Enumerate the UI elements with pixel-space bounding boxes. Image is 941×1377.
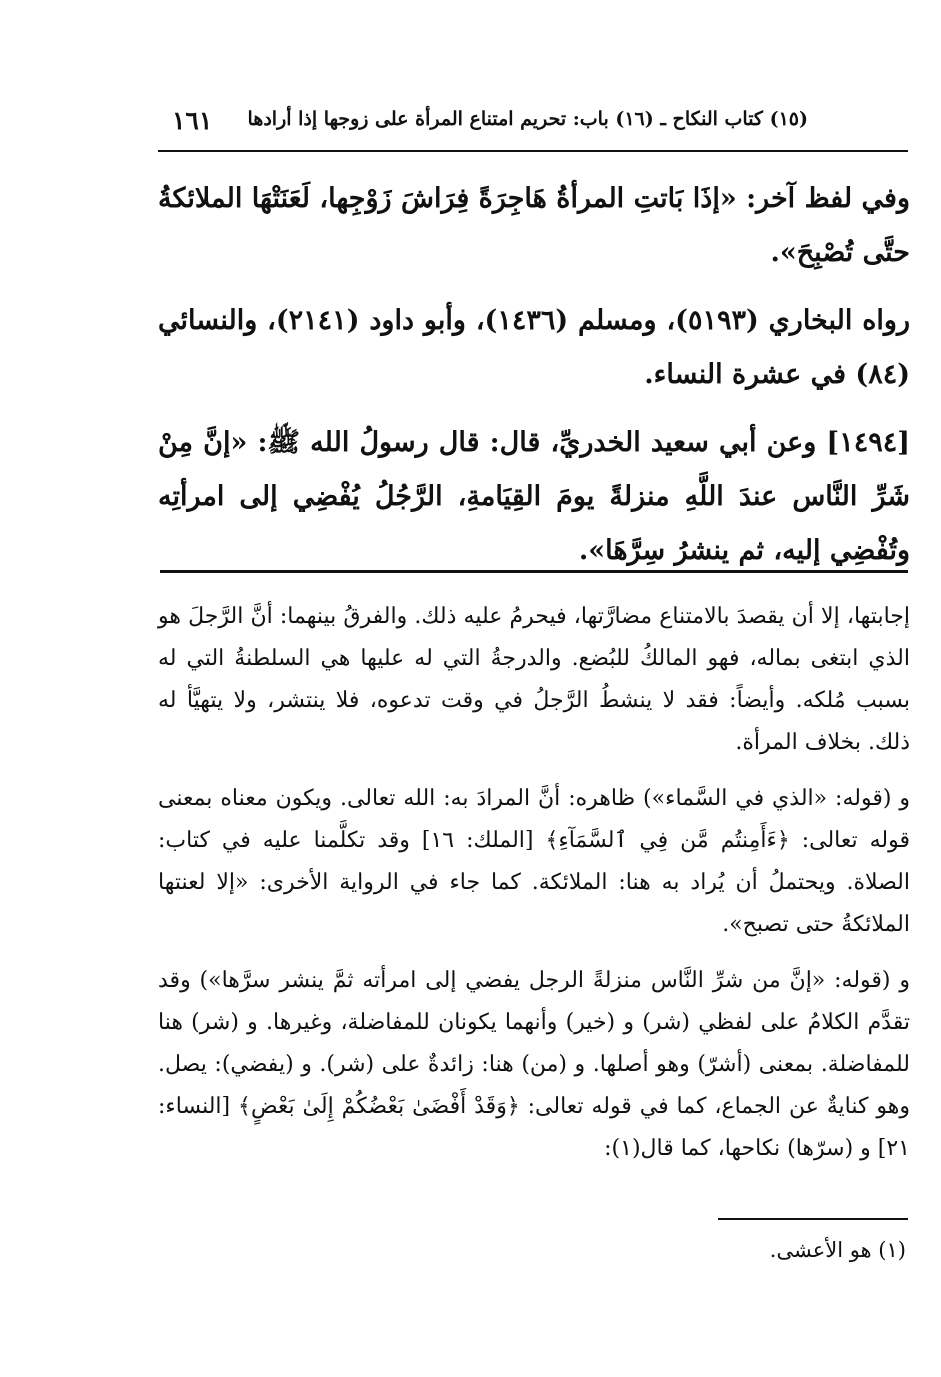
running-title: (١٥) كتاب النكاح ـ (١٦) باب: تحريم امتناع المرأة على زوجها إذا أرادها bbox=[247, 108, 808, 130]
hadith-paragraph: وفي لفظ آخر: «إذَا بَاتتِ المرأةُ هَاجِرَةً فِرَاشَ زَوْجِها، لَعَنَتْهَا الملائكةُ حتَّى تُصْبِحَ». bbox=[158, 183, 910, 268]
commentary-text bbox=[158, 596, 910, 1184]
hadith-citation: رواه البخاري (٥١٩٣)، ومسلم (١٤٣٦)، وأبو داود (٢١٤١)، والنسائي (٨٤) في عشرة النساء. bbox=[158, 305, 910, 390]
page-number: ١٦١ bbox=[172, 106, 213, 135]
section-divider bbox=[160, 570, 908, 573]
commentary-paragraph: و (قوله: «إنَّ من شرِّ النَّاس منزلةً الرجل يفضي إلى امرأته ثمَّ ينشر سرَّها») وقد تقدَّم الكلامُ على لفظي (شر) و (خير) وأنهما يكونان للمفاضلة، وغيرها. و (شر) هنا للمفاضلة. بمعنى (أشرّ) وهو أصلها. و (من) هنا: زائدةٌ على (شر). و (يفضي): يصل. وهو كنايةٌ عن الجماع، كما في قوله تعالى: ﴿وَقَدْ أَفْضَىٰ بَعْضُكُمْ إِلَىٰ بَعْضٍ﴾ [النساء: ٢١] و (سرّها) نكاحها، كما قال(١): bbox=[158, 968, 910, 1161]
commentary-paragraph: إجابتها، إلا أن يقصدَ بالامتناع مضارَّتها، فيحرمُ عليه ذلك. والفرقُ بينهما: أنَّ الرَّجلَ هو الذي ابتغى بماله، فهو المالكُ للبُضع. والدرجةُ التي له عليها هي السلطنةُ التي له بسبب مُلكه. وأيضاً: فقد لا ينشطُ الرَّجلُ في وقت تدعوه، فلا ينتشر، ولا يتهيَّأ له ذلك. بخلاف المرأة. bbox=[158, 604, 910, 755]
hadith-paragraph: [١٤٩٤] وعن أبي سعيد الخدريِّ، قال: قال رسولُ الله ﷺ: «إنَّ مِنْ شَرِّ النَّاس عندَ اللَّهِ منزلةً يومَ القِيَامةِ، الرَّجُلُ يُفْضِي إلى امرأتِه وتُفْضِي إليه، ثم ينشرُ سِرَّهَا». bbox=[158, 427, 910, 566]
commentary-paragraph: و (قوله: «الذي في السَّماء») ظاهره: أنَّ المرادَ به: الله تعالى. ويكون معناه بمعنى قوله تعالى: ﴿ءَأَمِنتُم مَّن فِي ٱلسَّمَآءِ﴾ [الملك: ١٦] وقد تكلَّمنا عليه في كتاب: الصلاة. ويحتملُ أن يُراد به هنا: الملائكة. كما جاء في الرواية الأخرى: «إلا لعنتها الملائكةُ حتى تصبح». bbox=[158, 786, 910, 937]
footnote: (١) هو الأعشى. bbox=[769, 1238, 906, 1262]
footnote-divider bbox=[718, 1218, 908, 1220]
hadith-text bbox=[158, 172, 910, 592]
page-header bbox=[158, 92, 908, 152]
